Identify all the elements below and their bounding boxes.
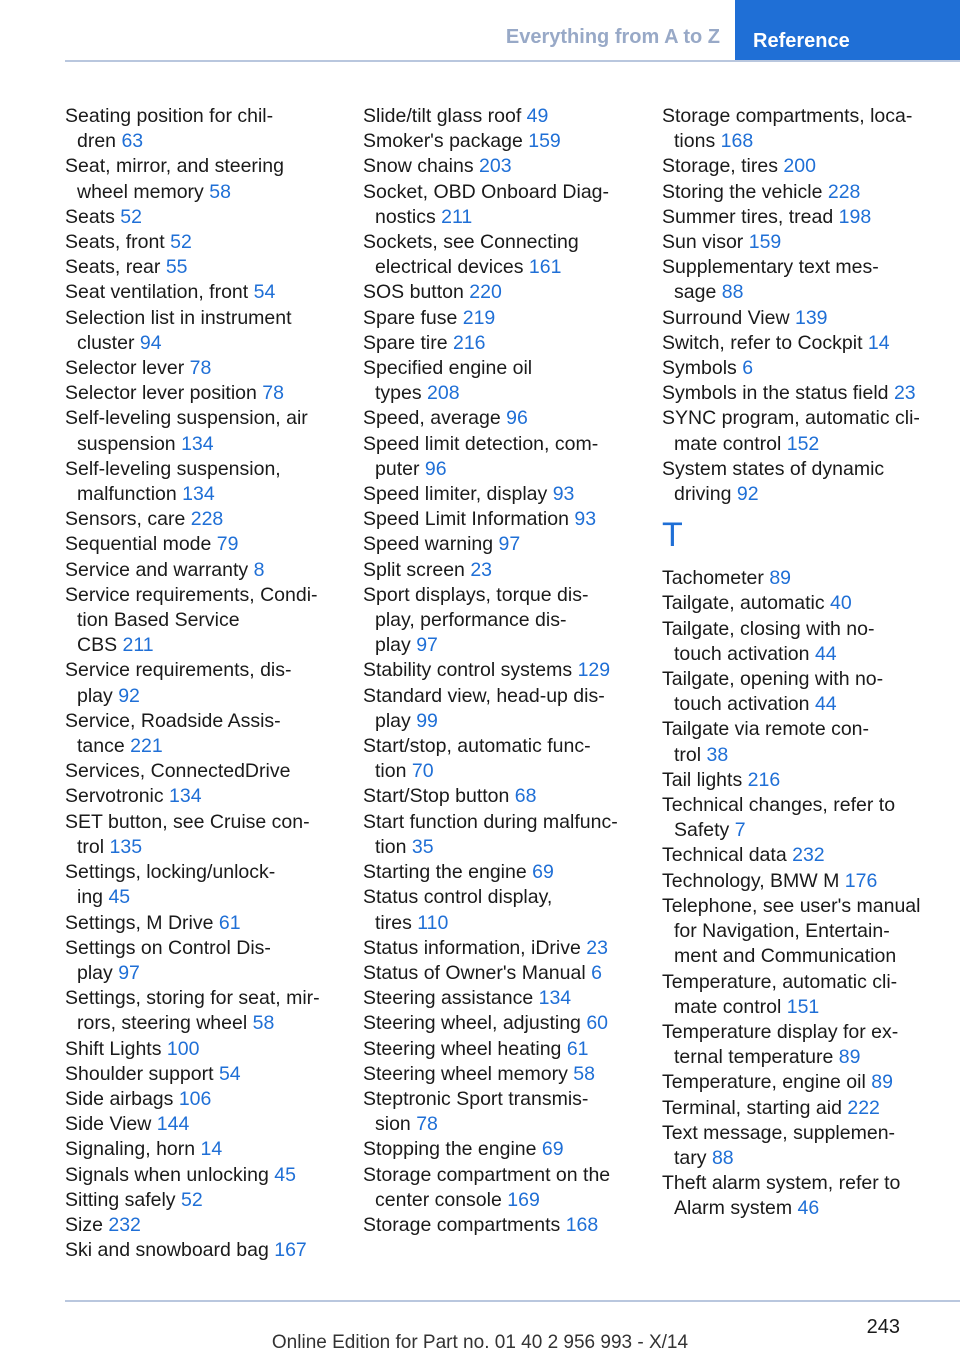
- index-page-link[interactable]: 222: [847, 1096, 880, 1119]
- index-entry: [65, 1062, 351, 1087]
- index-page-link[interactable]: 228: [190, 508, 224, 531]
- index-entry-term: Sitting safely: [65, 1188, 176, 1211]
- index-entry: [363, 306, 649, 331]
- index-page-link[interactable]: 144: [156, 1113, 190, 1136]
- index-entry-term: Status control display, tires: [363, 886, 553, 934]
- index-entry: [662, 970, 948, 1020]
- index-page-link[interactable]: 69: [532, 861, 554, 884]
- index-entry-term: Temperature, automatic cli- mate control: [662, 970, 898, 1018]
- index-entry: [363, 1087, 649, 1137]
- index-entry-term: Technical changes, refer to Safety: [662, 794, 896, 842]
- index-entry-term: Tailgate, opening with no- touch activation: [662, 668, 884, 716]
- index-entry: [363, 331, 649, 356]
- index-page-link[interactable]: 89: [769, 567, 792, 590]
- index-entry: [662, 356, 948, 381]
- index-entry: [662, 617, 948, 667]
- index-column-2: [363, 104, 649, 1238]
- index-entry-term: Selector lever: [65, 357, 185, 380]
- index-entry: [65, 255, 351, 280]
- index-page-link[interactable]: 58: [573, 1062, 595, 1085]
- index-entry: [662, 230, 948, 255]
- index-page-link[interactable]: 6: [591, 961, 602, 984]
- index-page-link[interactable]: 134: [169, 785, 202, 808]
- page-header: [0, 0, 960, 62]
- section-title: Everything from A to Z: [505, 26, 720, 48]
- index-page-link[interactable]: 168: [720, 130, 754, 153]
- index-entry: [65, 280, 351, 305]
- index-entry: [363, 104, 649, 129]
- index-entry-term: Service requirements, Condi- tion Based Service CBS: [65, 583, 318, 657]
- index-entry-term: Seats, rear: [65, 256, 161, 279]
- index-entry-term: Spare tire: [363, 331, 448, 354]
- index-entry: [363, 885, 649, 935]
- index-entry: [65, 154, 351, 204]
- index-page-link[interactable]: 176: [844, 869, 878, 892]
- index-column-3: [662, 104, 948, 1222]
- index-entry-term: Seats, front: [65, 231, 165, 254]
- index-page-link[interactable]: 139: [794, 306, 828, 329]
- index-entry: [65, 1213, 351, 1238]
- page-number: 243: [866, 1316, 900, 1338]
- index-entry-term: Shift Lights: [65, 1037, 162, 1060]
- index-entry: [662, 255, 948, 305]
- index-entry-term: Speed warning: [363, 533, 494, 556]
- index-entry-term: Speed limit detection, com- puter: [363, 432, 599, 480]
- index-entry: [65, 532, 351, 557]
- index-entry: [662, 591, 948, 616]
- index-page-link[interactable]: 106: [178, 1087, 212, 1110]
- index-page-link[interactable]: 40: [830, 592, 852, 615]
- index-entry: [363, 684, 649, 734]
- index-page-link[interactable]: 46: [797, 1197, 820, 1220]
- index-entry-term: Speed, average: [363, 407, 501, 430]
- index-entry-term: Size: [65, 1213, 103, 1236]
- index-page-link[interactable]: 135: [109, 835, 143, 858]
- index-page-link[interactable]: 44: [814, 693, 837, 716]
- index-page-link[interactable]: 8: [253, 558, 265, 581]
- index-entry: [662, 667, 948, 717]
- index-entry-term: Status information, iDrive: [363, 936, 581, 959]
- index-page-link[interactable]: 96: [506, 407, 528, 430]
- index-entry: [65, 709, 351, 759]
- index-entry: [65, 1163, 351, 1188]
- index-entry: [65, 658, 351, 708]
- index-entry: [363, 936, 649, 961]
- index-entry-term: Specified engine oil types: [363, 357, 533, 405]
- index-page-link[interactable]: 52: [170, 231, 192, 254]
- index-entry-term: Supplementary text mes- sage: [662, 256, 879, 304]
- index-page-link[interactable]: 6: [742, 357, 754, 380]
- index-entry: [363, 532, 649, 557]
- index-entry: [65, 810, 351, 860]
- index-entry-term: Tachometer: [662, 567, 764, 590]
- index-entry: [662, 793, 948, 843]
- index-entry: [65, 356, 351, 381]
- index-entry: [363, 432, 649, 482]
- index-entry: [363, 356, 649, 406]
- index-entry-term: Speed limiter, display: [363, 483, 548, 506]
- index-entry: [65, 507, 351, 532]
- index-entry: [65, 230, 351, 255]
- index-entry-term: Steering wheel memory: [363, 1062, 568, 1085]
- index-page-link[interactable]: 208: [427, 382, 460, 405]
- index-page-link[interactable]: 159: [528, 130, 561, 153]
- index-entry: [363, 734, 649, 784]
- index-page-link[interactable]: 97: [118, 961, 140, 984]
- index-entry: [65, 1037, 351, 1062]
- index-entry-term: Smoker's package: [363, 130, 523, 153]
- index-entry: [65, 860, 351, 910]
- index-entry: [65, 406, 351, 456]
- index-entry-term: Terminal, starting aid: [662, 1096, 842, 1119]
- index-entry: [65, 759, 351, 784]
- index-page-link[interactable]: 23: [893, 382, 916, 405]
- index-entry-term: Temperature, engine oil: [662, 1071, 866, 1094]
- index-entry-term: SET button, see Cruise con- trol: [65, 810, 310, 858]
- index-page-link[interactable]: 23: [470, 558, 493, 581]
- index-entry: [65, 1112, 351, 1137]
- index-entry-term: Signals when unlocking: [65, 1163, 269, 1186]
- index-page-link[interactable]: 68: [514, 785, 537, 808]
- index-entry: [662, 154, 948, 179]
- index-page-link[interactable]: 151: [786, 995, 820, 1018]
- index-entry-term: Storage compartments: [363, 1213, 561, 1236]
- index-entry: [363, 583, 649, 659]
- index-entry: [65, 986, 351, 1036]
- index-page-link[interactable]: 216: [747, 768, 781, 791]
- index-entry: [662, 1171, 948, 1221]
- index-entry: [65, 205, 351, 230]
- index-entry: [662, 104, 948, 154]
- index-entry: [363, 1163, 649, 1213]
- index-entry-term: Seat ventilation, front: [65, 281, 249, 304]
- index-entry-term: Split screen: [363, 558, 465, 581]
- index-entry-term: System states of dynamic driving: [662, 457, 885, 506]
- index-entry: [363, 1011, 649, 1036]
- index-entry: [662, 457, 948, 507]
- index-entry-term: Snow chains: [363, 155, 474, 178]
- index-entry: [65, 558, 351, 583]
- index-page-link[interactable]: 221: [130, 735, 163, 758]
- index-entry: [65, 104, 351, 154]
- index-entry-term: Steering assistance: [363, 987, 534, 1010]
- index-page-link[interactable]: 169: [507, 1188, 540, 1211]
- index-entry-term: Standard view, head-up dis- play: [363, 684, 605, 732]
- index-entry: [363, 482, 649, 507]
- index-page-link[interactable]: 152: [786, 432, 820, 455]
- index-page-link[interactable]: 54: [218, 1062, 241, 1085]
- index-page-link[interactable]: 35: [411, 835, 434, 858]
- index-entry: [662, 406, 948, 456]
- index-entry: [363, 129, 649, 154]
- index-page-link[interactable]: 159: [748, 231, 782, 254]
- index-entry: [65, 784, 351, 809]
- reference-tab: [735, 0, 960, 60]
- index-entry: [363, 810, 649, 860]
- index-entry-term: Socket, OBD Onboard Diag- nostics: [363, 180, 610, 228]
- index-page-link[interactable]: 96: [424, 457, 447, 480]
- index-entry-term: Seating position for chil- dren: [65, 105, 274, 153]
- index-entry-term: Signaling, horn: [65, 1138, 196, 1161]
- index-entry-term: Self-leveling suspension, malfunction: [65, 457, 281, 506]
- index-page-link[interactable]: 52: [180, 1188, 203, 1211]
- index-entry-term: Temperature display for ex- ternal temperature: [662, 1020, 899, 1069]
- index-page-link[interactable]: 220: [469, 281, 502, 304]
- index-entry: [662, 1020, 948, 1070]
- index-entry-term: Service, Roadside Assis- tance: [65, 709, 281, 758]
- index-entry-term: Ski and snowboard bag: [65, 1239, 269, 1262]
- index-entry-term: Text message, supplemen- tary: [662, 1121, 896, 1169]
- index-entry: [363, 406, 649, 431]
- index-page-link[interactable]: 54: [253, 281, 276, 304]
- index-entry-term: Steering wheel heating: [363, 1037, 562, 1060]
- index-page-link[interactable]: 52: [120, 205, 142, 228]
- index-entry: [363, 658, 649, 683]
- index-entry: [363, 280, 649, 305]
- index-entry-term: Settings on Control Dis- play: [65, 936, 271, 984]
- index-entry: [662, 869, 948, 894]
- index-page-link[interactable]: 92: [736, 483, 759, 506]
- edition-footer: Online Edition for Part no. 01 40 2 956 993 - X/14: [271, 1332, 689, 1353]
- index-entry-term: Steering wheel, adjusting: [363, 1012, 581, 1035]
- index-entry: [662, 205, 948, 230]
- index-page-link[interactable]: 61: [566, 1037, 589, 1060]
- index-entry-term: Summer tires, tread: [662, 205, 834, 228]
- index-page-link[interactable]: 45: [274, 1163, 296, 1186]
- index-entry-term: Switch, refer to Cockpit: [662, 331, 863, 354]
- index-page-link[interactable]: 58: [209, 180, 231, 203]
- index-entry-term: Spare fuse: [363, 306, 458, 329]
- index-entry-term: Side airbags: [65, 1087, 174, 1110]
- index-page-link[interactable]: 79: [216, 533, 239, 556]
- index-entry-term: Settings, storing for seat, mir- rors, steering wheel: [65, 987, 320, 1035]
- index-page-link[interactable]: 100: [166, 1037, 200, 1060]
- index-entry-term: Storing the vehicle: [662, 180, 823, 203]
- index-entry-term: Seats: [65, 205, 115, 228]
- index-entry: [363, 180, 649, 230]
- index-page-link[interactable]: 70: [411, 760, 434, 783]
- index-letter-heading: T: [662, 516, 683, 555]
- index-entry: [662, 381, 948, 406]
- index-page-link[interactable]: 88: [721, 281, 744, 304]
- index-entry: [363, 558, 649, 583]
- index-entry-term: Sockets, see Connecting electrical devices: [363, 231, 579, 279]
- index-entry-term: Symbols: [662, 357, 737, 380]
- index-page-link[interactable]: 44: [814, 642, 837, 665]
- index-page-link[interactable]: 69: [541, 1138, 564, 1161]
- index-page-link[interactable]: 92: [118, 684, 140, 707]
- index-entry-term: Storage compartment on the center console: [363, 1163, 611, 1211]
- index-entry-term: Tailgate, automatic: [662, 592, 825, 615]
- index-entry: [65, 1137, 351, 1162]
- index-entry-term: Sun visor: [662, 231, 744, 254]
- index-entry-term: Stability control systems: [363, 659, 573, 682]
- index-entry: [363, 154, 649, 179]
- index-entry: [65, 1238, 351, 1263]
- index-page-link[interactable]: 63: [121, 130, 144, 153]
- index-entry: [662, 566, 948, 591]
- index-entry-term: Status of Owner's Manual: [363, 961, 586, 984]
- index-page-link[interactable]: 61: [218, 911, 241, 934]
- index-entry-term: Start function during malfunc- tion: [363, 810, 618, 858]
- index-entry: [662, 180, 948, 205]
- index-page-link[interactable]: 55: [165, 256, 188, 279]
- index-entry: [363, 1213, 649, 1238]
- index-page-link[interactable]: 99: [416, 709, 438, 732]
- index-entry-term: Telephone, see user's manual for Navigation, Entertain- ment and Communication: [662, 894, 921, 968]
- index-page-link[interactable]: 78: [416, 1113, 438, 1136]
- index-entry-term: Sport displays, torque dis- play, performance dis- play: [363, 583, 589, 657]
- index-page-link[interactable]: 203: [479, 155, 512, 178]
- index-page-link[interactable]: 161: [528, 256, 562, 279]
- footer-rule: [65, 1300, 960, 1302]
- index-entry-term: Symbols in the status field: [662, 382, 889, 405]
- index-page-link[interactable]: 14: [200, 1138, 223, 1161]
- index-entry-term: Shoulder support: [65, 1062, 214, 1085]
- index-entry-term: Settings, locking/unlock- ing: [65, 861, 276, 909]
- index-entry-term: Tailgate, closing with no- touch activation: [662, 617, 875, 665]
- index-entry: [65, 911, 351, 936]
- index-entry: [65, 306, 351, 356]
- index-page-link[interactable]: 97: [416, 634, 438, 657]
- index-page-link[interactable]: 211: [122, 634, 154, 657]
- index-page-link[interactable]: 88: [711, 1146, 734, 1169]
- index-entry: [65, 1188, 351, 1213]
- index-page-link[interactable]: 49: [526, 105, 549, 127]
- index-page-link[interactable]: 7: [734, 819, 746, 842]
- index-page-link[interactable]: 89: [838, 1046, 861, 1069]
- index-page-link[interactable]: 232: [108, 1213, 141, 1236]
- index-entry: [662, 1070, 948, 1095]
- index-page-link[interactable]: 93: [552, 483, 575, 506]
- index-page-link[interactable]: 216: [452, 331, 486, 354]
- index-entry: [363, 784, 649, 809]
- index-page-link[interactable]: 60: [586, 1012, 609, 1035]
- index-entry-term: Stopping the engine: [363, 1138, 537, 1161]
- index-entry: [662, 331, 948, 356]
- index-entry-term: Services, ConnectedDrive: [65, 760, 291, 783]
- index-column-1: [65, 104, 351, 1263]
- index-page-link[interactable]: 38: [706, 743, 729, 766]
- index-entry: [65, 457, 351, 507]
- index-page-link[interactable]: 134: [538, 987, 572, 1010]
- index-page-link[interactable]: 45: [108, 886, 131, 909]
- index-page-link[interactable]: 168: [565, 1213, 599, 1236]
- index-entry-term: Sequential mode: [65, 533, 212, 556]
- index-entry: [662, 843, 948, 868]
- index-entry: [65, 1087, 351, 1112]
- index-page-link[interactable]: 232: [792, 844, 825, 867]
- index-entry-term: Slide/tilt glass roof: [363, 105, 522, 127]
- index-entry: [662, 1096, 948, 1121]
- index-page-link[interactable]: 94: [139, 331, 162, 354]
- index-entry: [363, 230, 649, 280]
- index-page-link[interactable]: 89: [871, 1071, 893, 1094]
- index-entry: [662, 1121, 948, 1171]
- index-entry: [363, 1137, 649, 1162]
- index-entry-term: Steptronic Sport transmis- sion: [363, 1087, 589, 1136]
- index-page-link[interactable]: 14: [867, 331, 890, 354]
- index-page-link[interactable]: 200: [783, 155, 816, 178]
- index-entry-term: Selector lever position: [65, 382, 257, 405]
- index-entry-term: Self-leveling suspension, air suspension: [65, 407, 308, 455]
- index-entry-term: Starting the engine: [363, 861, 527, 884]
- index-entry-term: Storage compartments, loca- tions: [662, 105, 913, 153]
- index-entry-term: Seat, mirror, and steering wheel memory: [65, 155, 284, 203]
- index-entry: [65, 936, 351, 986]
- index-page-link[interactable]: 134: [182, 483, 215, 506]
- index-page-link[interactable]: 23: [586, 936, 608, 959]
- index-page-link[interactable]: 134: [181, 432, 214, 455]
- index-entry-term: Surround View: [662, 306, 790, 329]
- index-entry-term: Start/stop, automatic func- tion: [363, 735, 591, 783]
- index-entry: [363, 986, 649, 1011]
- index-entry-term: Service and warranty: [65, 558, 249, 581]
- index-entry-term: Start/Stop button: [363, 785, 510, 808]
- index-page-link[interactable]: 93: [574, 508, 597, 531]
- index-entry-term: Settings, M Drive: [65, 911, 214, 934]
- index-entry: [662, 306, 948, 331]
- index-entry-term: Service requirements, dis- play: [65, 659, 292, 707]
- index-entry: [662, 894, 948, 970]
- index-page-link[interactable]: 97: [498, 533, 521, 556]
- index-entry-term: SOS button: [363, 281, 464, 304]
- index-page-link[interactable]: 219: [462, 306, 496, 329]
- index-page-link[interactable]: 58: [252, 1012, 275, 1035]
- index-entry-term: SYNC program, automatic cli- mate control: [662, 407, 920, 455]
- index-page-link[interactable]: 167: [274, 1239, 307, 1262]
- index-entry-term: Technology, BMW M: [662, 869, 840, 892]
- index-page-link[interactable]: 228: [827, 180, 861, 203]
- reference-tab-label: Reference: [753, 30, 850, 52]
- index-entry: [363, 1037, 649, 1062]
- index-page-link[interactable]: 78: [262, 382, 284, 405]
- index-entry: [363, 1062, 649, 1087]
- index-entry-term: Speed Limit Information: [363, 508, 569, 531]
- index-entry-term: Theft alarm system, refer to Alarm system: [662, 1172, 901, 1220]
- index-entry-term: Tailgate via remote con- trol: [662, 718, 870, 766]
- index-entry-term: Storage, tires: [662, 155, 778, 178]
- index-page-link[interactable]: 129: [577, 659, 611, 682]
- index-entry: [662, 768, 948, 793]
- index-entry: [65, 381, 351, 406]
- index-entry: [363, 860, 649, 885]
- index-entry: [65, 583, 351, 659]
- index-page-link[interactable]: 110: [417, 911, 449, 934]
- index-page-link[interactable]: 78: [189, 357, 212, 380]
- index-page-link[interactable]: 211: [441, 205, 473, 228]
- index-entry: [363, 961, 649, 986]
- index-entry-term: Side View: [65, 1113, 152, 1136]
- index-page-link[interactable]: 198: [838, 205, 872, 228]
- index-entry: [662, 717, 948, 767]
- index-entry-term: Servotronic: [65, 785, 164, 808]
- index-entry-term: Sensors, care: [65, 508, 186, 531]
- index-entry: [363, 507, 649, 532]
- index-entry-term: Technical data: [662, 844, 787, 867]
- index-entry-term: Selection list in instrument cluster: [65, 306, 292, 354]
- header-rule: [65, 60, 960, 62]
- index-entry-term: Tail lights: [662, 768, 743, 791]
